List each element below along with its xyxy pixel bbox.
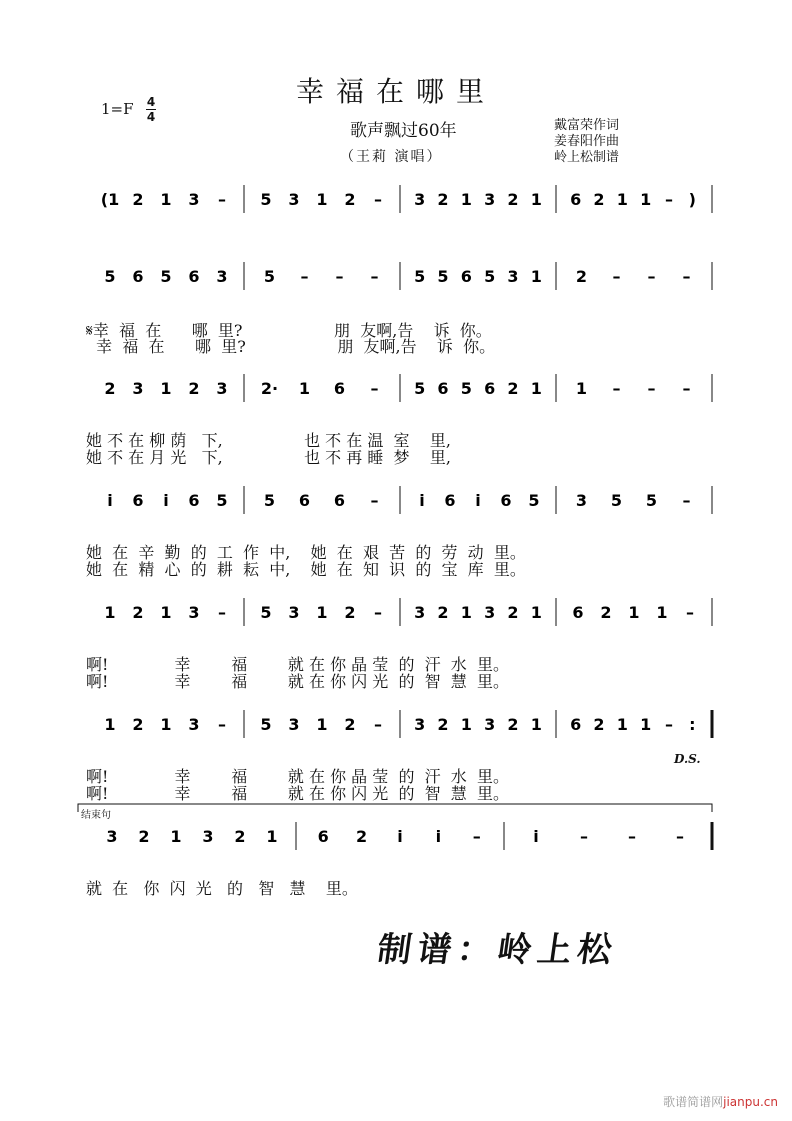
singer: （王莉 演唱） <box>340 149 443 165</box>
note: – <box>370 491 379 510</box>
note: 1 <box>298 379 311 398</box>
note: 6 <box>484 379 496 398</box>
note: 2 <box>356 827 368 846</box>
lyric-line: 她 在 精 心 的 耕 耘 中, 她 在 知 识 的 宝 库 里。 <box>86 560 526 579</box>
note: 3 <box>188 603 200 622</box>
note: 5 <box>260 190 272 209</box>
note: 2 <box>575 267 588 286</box>
note: 2 <box>132 190 144 209</box>
note: – <box>374 190 382 209</box>
note: – <box>682 491 691 510</box>
note: 3 <box>414 190 426 209</box>
note: – <box>612 379 621 398</box>
note: 1 <box>575 379 588 398</box>
note: 3 <box>484 603 496 622</box>
note: 2 <box>188 379 200 398</box>
note: 1 <box>616 190 628 209</box>
note: 3 <box>484 190 496 209</box>
credit-transcriber: 岭上松制谱 <box>554 150 620 165</box>
note: 3 <box>188 190 200 209</box>
note: 2 <box>593 190 605 209</box>
lyric-line: 幸 福 在 哪 里? 朋 友啊,告 诉 你。 <box>86 337 496 356</box>
note: i <box>419 491 425 510</box>
note: 2 <box>507 603 519 622</box>
note: 5 <box>528 491 540 510</box>
note: 6 <box>460 267 472 286</box>
note: 3 <box>216 379 228 398</box>
note: 1 <box>640 715 652 734</box>
note: 2 <box>507 715 519 734</box>
note: – <box>218 603 226 622</box>
note: 2 <box>234 827 246 846</box>
note: – <box>580 827 588 846</box>
note: 2 <box>437 715 449 734</box>
note: 2 <box>138 827 150 846</box>
note: 6 <box>333 379 346 398</box>
note: 1 <box>530 603 542 622</box>
lyric-line: 啊! 幸 福 就 在 你 闪 光 的 智 慧 里。 <box>86 784 509 803</box>
time-signature-bottom: 4 <box>146 110 156 124</box>
ending-bracket <box>78 804 712 812</box>
note: 5 <box>160 267 172 286</box>
watermark-site: 歌谱简谱网 <box>663 1095 724 1109</box>
note: 3 <box>414 715 426 734</box>
note: 6 <box>132 267 144 286</box>
note: 6 <box>333 491 346 510</box>
note: 1 <box>316 190 328 209</box>
note: 1 <box>530 379 542 398</box>
note: 2 <box>437 603 449 622</box>
time-signature-top: 4 <box>146 95 156 109</box>
note: 3 <box>106 827 118 846</box>
credit-lyricist: 戴富荣作词 <box>554 118 620 133</box>
note: – <box>374 603 382 622</box>
note: 2 <box>344 190 356 209</box>
note: 1 <box>530 267 542 286</box>
note: 5 <box>437 267 449 286</box>
note: 2 <box>600 603 612 622</box>
note: 1 <box>530 715 542 734</box>
note: 6 <box>570 715 582 734</box>
note: i <box>163 491 169 510</box>
note: 3 <box>288 603 300 622</box>
note: i <box>107 491 113 510</box>
note: 3 <box>575 491 588 510</box>
note: 2 <box>344 715 356 734</box>
note: 1 <box>316 715 328 734</box>
note: 5 <box>263 267 276 286</box>
note: i <box>533 827 539 846</box>
note: 1 <box>104 603 116 622</box>
note: – <box>335 267 344 286</box>
note: 1 <box>104 715 116 734</box>
lyric-line: 她 在 辛 勤 的 工 作 中, 她 在 艰 苦 的 劳 动 里。 <box>86 543 526 562</box>
note: 2 <box>132 715 144 734</box>
note: 6 <box>444 491 456 510</box>
note: i <box>475 491 481 510</box>
note: : <box>689 715 696 734</box>
note: – <box>682 379 691 398</box>
note: 6 <box>437 379 449 398</box>
note: 3 <box>288 715 300 734</box>
lyric-line: 她 不 在 柳 荫 下, 也 不 在 温 室 里, <box>86 431 451 450</box>
note: 5 <box>260 715 272 734</box>
note: 5 <box>263 491 276 510</box>
note: 2· <box>260 379 279 398</box>
note: i <box>435 827 442 846</box>
note: 1 <box>628 603 640 622</box>
note: 1 <box>160 715 172 734</box>
note: 6 <box>570 190 582 209</box>
note: 5 <box>260 603 272 622</box>
note: 2 <box>132 603 144 622</box>
note: 5 <box>414 267 426 286</box>
note: 6 <box>500 491 512 510</box>
note: 6 <box>317 827 329 846</box>
note: 1 <box>160 190 172 209</box>
note: 3 <box>414 603 426 622</box>
note: 1 <box>530 190 542 209</box>
ending-label: 结束句 <box>81 810 111 821</box>
note: 5 <box>610 491 623 510</box>
note: – <box>686 603 694 622</box>
note: – <box>628 827 636 846</box>
note: – <box>218 190 226 209</box>
note: 1 <box>160 379 172 398</box>
note: 3 <box>507 267 519 286</box>
note: 2 <box>507 379 519 398</box>
lyric-line: 她 不 在 月 光 下, 也 不 再 睡 梦 里, <box>86 448 451 467</box>
note: 2 <box>507 190 519 209</box>
note: 6 <box>188 491 200 510</box>
note: 1 <box>616 715 628 734</box>
note: 1 <box>640 190 652 209</box>
note: – <box>647 267 656 286</box>
credit-composer: 姜春阳作曲 <box>554 134 620 149</box>
note: (1 <box>100 190 120 209</box>
note: 5 <box>216 491 228 510</box>
note: – <box>665 190 673 209</box>
note: 1 <box>656 603 668 622</box>
note: 6 <box>132 491 144 510</box>
note: 1 <box>460 603 472 622</box>
note: 5 <box>104 267 116 286</box>
note: 3 <box>188 715 200 734</box>
song-title: 幸福在哪里 <box>295 75 496 108</box>
note: – <box>300 267 309 286</box>
note: 6 <box>188 267 200 286</box>
note: – <box>472 827 481 846</box>
ds-mark: D.S. <box>674 752 701 766</box>
key-signature: 1=F <box>101 100 134 118</box>
score-layer <box>78 185 712 850</box>
note: – <box>370 267 379 286</box>
note: 3 <box>202 827 214 846</box>
note: 5 <box>645 491 658 510</box>
lyric-line: 啊! 幸 福 就 在 你 晶 莹 的 汗 水 里。 <box>86 767 509 786</box>
note: – <box>370 379 379 398</box>
watermark-url: jianpu.cn <box>723 1095 778 1109</box>
note: 5 <box>414 379 426 398</box>
lyric-line: 𝄋幸 福 在 哪 里? 朋 友啊,告 诉 你。 <box>86 321 492 340</box>
lyric-line: 啊! 幸 福 就 在 你 晶 莹 的 汗 水 里。 <box>86 655 509 674</box>
note: 2 <box>437 190 449 209</box>
note: 1 <box>460 715 472 734</box>
subtitle: 歌声飘过60年 <box>350 121 457 141</box>
signature: 制谱：岭上松 <box>374 930 621 970</box>
note: 5 <box>460 379 472 398</box>
note: – <box>682 267 691 286</box>
note: 1 <box>170 827 182 846</box>
note: 5 <box>484 267 496 286</box>
note: i <box>397 827 403 846</box>
note: – <box>676 827 684 846</box>
note: 3 <box>484 715 496 734</box>
note: 2 <box>344 603 356 622</box>
note: 2 <box>593 715 605 734</box>
note: – <box>647 379 656 398</box>
watermark <box>663 1093 778 1110</box>
note: 6 <box>298 491 311 510</box>
note: 1 <box>266 827 278 846</box>
note: 1 <box>160 603 172 622</box>
note: – <box>612 267 621 286</box>
note: 6 <box>572 603 584 622</box>
note: – <box>218 715 226 734</box>
note: 3 <box>216 267 228 286</box>
note: – <box>374 715 382 734</box>
note: 3 <box>288 190 300 209</box>
note: – <box>665 715 673 734</box>
note: 2 <box>104 379 116 398</box>
note: 3 <box>132 379 144 398</box>
lyric-line: 啊! 幸 福 就 在 你 闪 光 的 智 慧 里。 <box>86 672 509 691</box>
note: ) <box>688 190 696 209</box>
note: 1 <box>460 190 472 209</box>
lyric-line: 就 在 你 闪 光 的 智 慧 里。 <box>86 879 358 898</box>
note: 1 <box>316 603 328 622</box>
